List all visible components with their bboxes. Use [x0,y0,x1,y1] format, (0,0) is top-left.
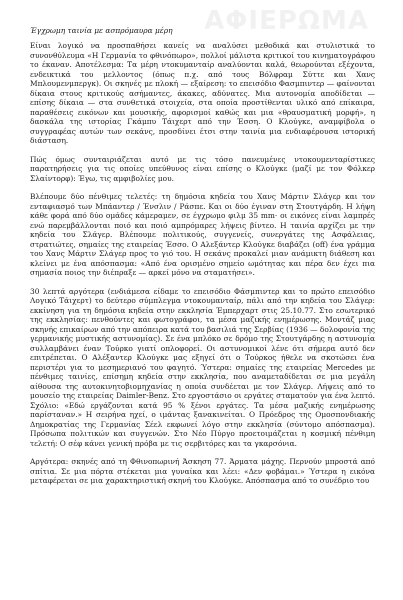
show-through-heading: ΑΦΙΕΡΩΜΑ [204,6,369,36]
paragraph: Βλέπουμε δύο πένθιμες τελετές: τη δημόσια κηδεία του Χανς Μάρτιν Σλάγερ και τον ενταφιασμό των Μπάαντερ / Ένσλιν / Ράσπε. Και οι δύο έγιναν στη Στουτγάρδη. Η λήψη κάθε φορά από δύο ομάδες κάμεραμεν, σε έγχρωμο φιλμ 35 mm· οι εικόνες είναι λαμπρές ενώ παρεμβάλλονται ποιό και ποιό αμπρόμαρες λήψεις βίντεο. Η ταινία αρχίζει με την κηδεία του Σλάγερ. Βλέπουμε πολιτικούς, συγγενείς, συνεργάτες της Ασφάλειας, στρατιώτες, σημαίες της εταιρείας Έσσο. Ο Αλεξάντερ Κλούγκε διαβάζει (off) ένα γράμμα του Χανς Μάρτιν Σλάγερ προς το γιό του. Η σεκάνς προκαλεί μιαν ανάμικτη διάθεση και κλείνει με ένα απόσπασμα: «Από ένα ορισμένο σημείο ωμότητας και πέρα δεν έχει πια σημασία ποιος την διέπραξε — αρκεί μόνο να σταματήσει». [30,192,375,277]
top-note: Έγχρωμη ταινία με ασπρόμαυρα μέρη [30,26,173,35]
paragraph: Είναι λογικό να προσπαθήσει κανείς να αναλύσει μεθοδικά και στυλιστικά το συνονθύλευμα «Η Γερμανία το φθινόπωρο», πολλοί μάλιστα κριτικοί του κινηματογράφου το έκαναν. Αποτέλεσμα: Τα μέρη ντοκυμανταίρ αναλύονται καλά, θεωρούνται εξέχοντα, ενδεικτικά του μελλοντος (όπως π.χ. από τους Βόλφραμ Σύττε και Χανς Μπλουμενμπεργκ). Οι σκηνές με πλοκή — εξαίρεση: το επεισόδιο Φασμπιντερ — φαίνονται δίκαια στους κριτικούς ασήμαντες, άκακες, αδύνατες. Μια αυτονομία αποδίδεται — επίσης δίκαια — στα συνθετικά στοιχεία, στα οποία προστίθενται υλικό από επίκαιρα, παραθέσεις εικόνων και μουσικής, αφορισμοί καθώς και μια «θραυσματική μορφή», η δασκάλα της ιστορίας Γκάμπυ Τάιχερτ από την Έσση. Ο Κλούγκε, αναμφίβολα ο συγγραφέας αυτών των σεκάνς, προσδίνει έτσι στην ταινία μια ενδιαφέρουσα ιστορική διάσταση. [30,41,375,145]
paragraph: Αργότερα: σκηνές από τη Φθινοπωρινή Άσκηση 77. Άρματα μάχης. Περνούν μπροστά από σπίτια. Σε μια πόρτα στέκεται μια γυναίκα και λέει: «Δεν φοβάμαι.» Ύστερα η εικόνα μεταφέρεται σε μια χαρακτηριστική σκηνή του Κλούγκε. Απόσπασμα από το συνέδριο του [30,457,375,485]
paragraph: Πώς όμως συνταιριάζεται αυτό με τις τόσο πανευμένες ντοκουμενταρίστικες παρατηρήσεις για τις οποίες υπεύθυνος είναι επίσης ο Κλούγκε (μαζί με τον Φόλκερ Σλαίντορφ): Έγω, τις αμφιβολίες μου. [30,154,375,183]
paragraph: 30 λεπτά αργότερα (ενδιάμεσα είδαμε το επεισόδιο Φάσμπιντερ και το πρώτο επεισόδιο Λογικό Τάιχερτ) το δεύτερο σύμπλεγμα ντοκουμανταίρ, πάλι από την κηδεία του Σλάγερ: εκκίνηση για τη δημόσια κηδεία στην εκκλησία Έμπερχαρτ στις 25.10.77. Στο εσωτερικό της εκκλησίας: πενθούντες και φωτογράφοι, τα μέσα μαζικής ενημέρωσης. Μοντάζ μιας σκηνής επικαίρων από την απόπειρα κατά του βασιλιά της Σερβίας (1936 — δολοφονία της γερμανικής μυστικής αστυνομίας). Σε ένα μπλόκο σε δρόμο της Στουτγάρδης η αστυνομία συλλαμβάνει έναν Τούρκο γιατί οπλοφορεί. Οι αστυνομικοί λένε ότι σήμερα αυτό δεν επιτρέπεται. Ο Αλέξαντερ Κλούγκε μας εξηγεί ότι ο Τούρκος ήθελε να σκοτώσει ένα περιστέρι για το μεσημεριανό του φαγητό. Ύστερα: σημαίες της εταιρείας Mercedes με πένθιμες ταινίες, επίσημη κηδεία στην εκκλησία, που αναμεταδίδεται σε μια μεγάλη αίθουσα της αυτοκινητοβιομηχανίας η οποία συνδέεται με τον Σλάγερ. Λήψεις από το μουσείο της εταιρείας Daimler-Benz. Στο εργοστάσιο οι εργάτες σταματούν για ένα λεπτό. Σχόλιο: «Εδώ εργάζονται κατά 95 % ξένοι εργάτες. Τα μέσα μαζικής ενημέρωσης παρίσταναν.» Η σειρήνα ηχεί, ο ιμάντας ξανακινείται. Ο Πρόεδρος της Ομοσπονδιακής Δημοκρατίας της Γερμανίας Σέελ εκφωνεί λόγο στην εκκλησία (σύντομο απόσπασμα). Πρόσωπα πολιτικών και συγγενών. Στο Νέο Πύργο προετοιμάζεται η κοσμική πένθιμη τελετή: Ο σέφ κάνει γενική πρόβα με τις σερβιτόρες και τα γκαρσόνια. [30,286,375,448]
